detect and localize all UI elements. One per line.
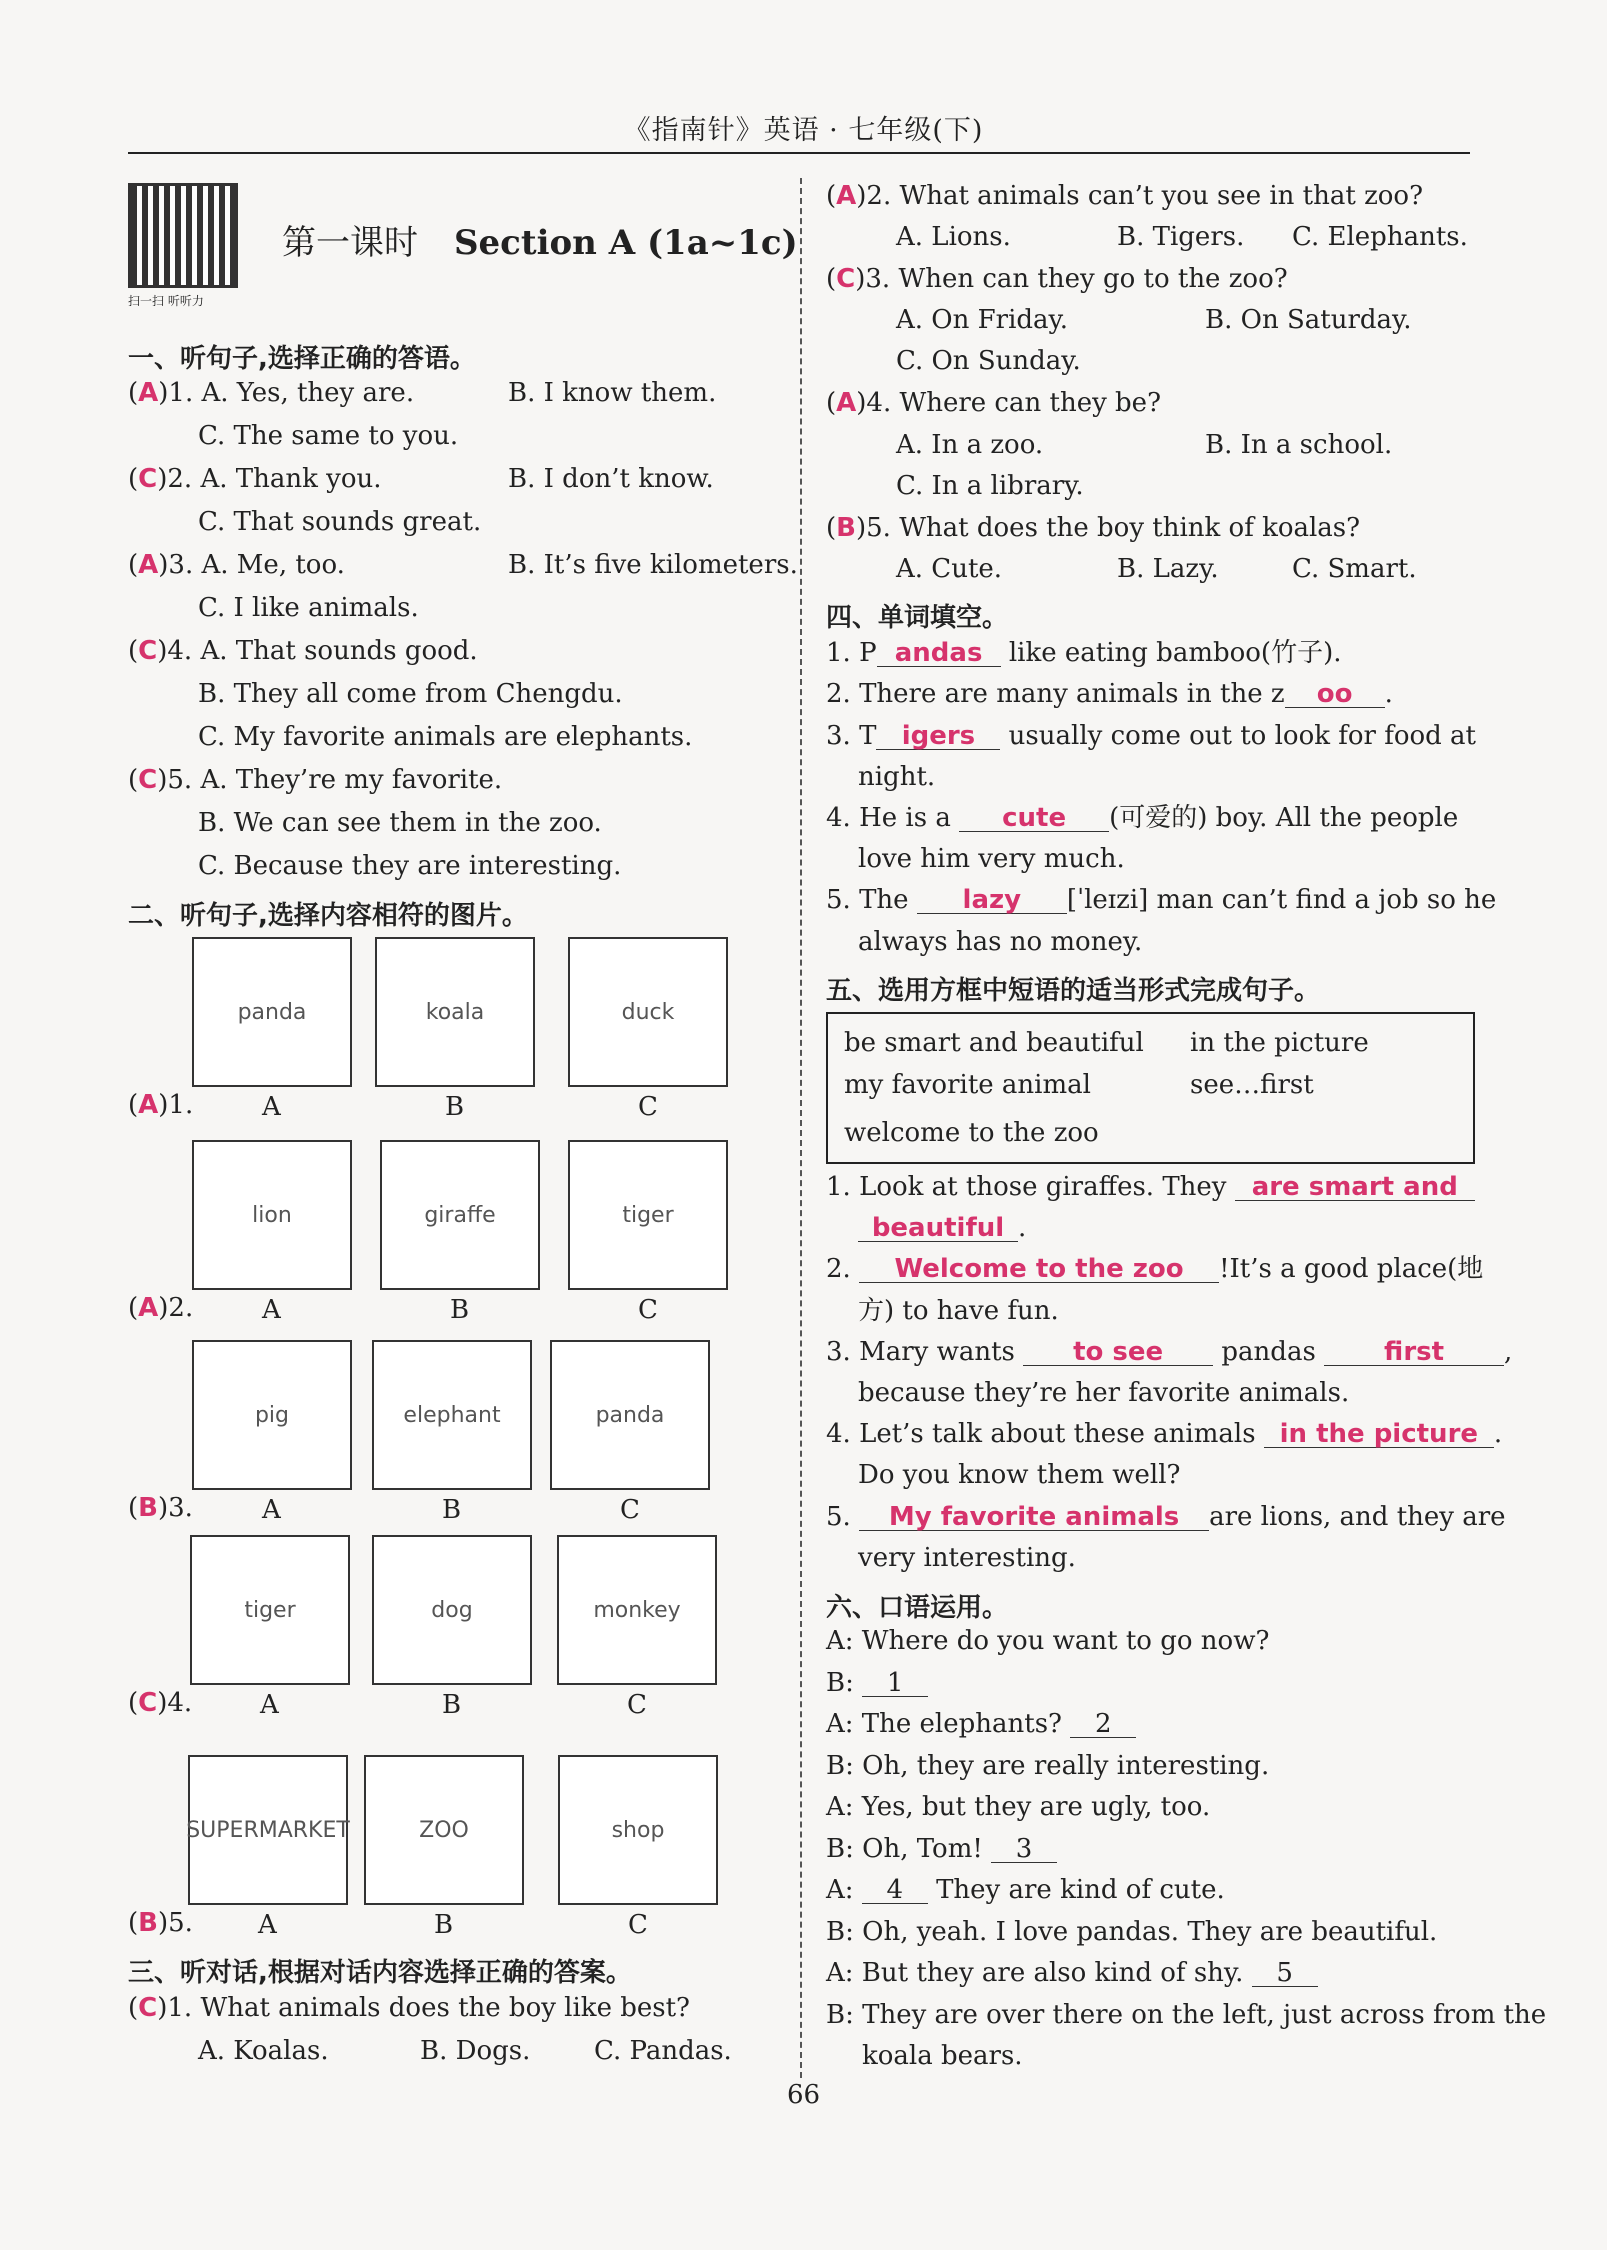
bound-text: . (1384, 679, 1393, 709)
bound-text: , (1504, 1337, 1513, 1367)
bound-text: A. They’re my favorite. (200, 765, 503, 795)
bound-text: A. Koalas. (198, 2036, 329, 2066)
s1-question: (C)4. A. That sounds good. (128, 636, 478, 666)
bound-text: B. Dogs. (420, 2036, 531, 2066)
bound-text: A: The elephants? (826, 1709, 1071, 1739)
bound-text: 二、听句子,选择内容相符的图片。 (128, 901, 528, 931)
bound-text: A. On Friday. (896, 305, 1069, 335)
answer-letter: C (138, 1688, 158, 1718)
s1-option (198, 681, 623, 707)
bound-text: B: They are over there on the left, just across from the (826, 1999, 1547, 2030)
bound-text: C. On Sunday. (896, 346, 1081, 376)
bound-text: B: Oh, they are really interesting. (826, 1750, 1270, 1781)
bound-text: always has no money. (858, 927, 1143, 957)
bound-text: B. Tigers. (1117, 222, 1245, 252)
answer-letter: B (138, 1908, 158, 1938)
bound-text: B: Oh, Tom! (826, 1833, 992, 1864)
section-title-4 (826, 597, 1008, 634)
s2-answer: (C)4. (128, 1688, 193, 1718)
picture-elephant-icon[interactable] (372, 1340, 532, 1490)
s5-item (858, 1298, 1059, 1324)
s4-item (826, 887, 1496, 914)
s3-question: (A)4. Where can they be? (826, 388, 1162, 418)
answer-blank[interactable]: cute (959, 805, 1109, 832)
s1-question: (A)1. A. Yes, they are. (128, 378, 415, 408)
header-rule (128, 152, 1470, 154)
bound-text: A: Yes, but they are ugly, too. (826, 1792, 1211, 1822)
pic-label (628, 1910, 648, 1940)
bound-text: )1. (158, 1090, 194, 1120)
bound-text: )4. (157, 1688, 193, 1718)
bound-text: very interesting. (858, 1543, 1076, 1573)
phrase: welcome to the zoo (844, 1118, 1099, 1148)
bound-text: Where can they be? (899, 388, 1162, 418)
dialog-line (826, 1711, 1136, 1738)
answer-blank[interactable]: in the picture (1264, 1421, 1494, 1448)
dialog-line (826, 1999, 1547, 2030)
s1-question: (C)2. A. Thank you. (128, 464, 382, 494)
bound-text: )2. (157, 464, 193, 494)
answer-letter: A (138, 378, 159, 408)
bound-text: )2. (158, 1293, 194, 1323)
bound-text: !It’s a good place(地 (1219, 1254, 1484, 1284)
answer-blank[interactable]: igers (876, 723, 1000, 750)
s3-question: (A)2. What animals can’t you see in that zoo? (826, 181, 1424, 211)
s3-option (896, 473, 1084, 499)
answer-letter: B (138, 1493, 158, 1523)
bound-text: C. Smart. (1292, 554, 1417, 584)
answer-letter: C (138, 1993, 158, 2023)
dialog-line (826, 1794, 1210, 1820)
answer-letter: A (836, 181, 857, 211)
phrase: see…first (1190, 1070, 1314, 1100)
bound-text: What animals does the boy like best? (200, 1993, 690, 2023)
pic-label (627, 1690, 647, 1720)
bound-text: )5. (855, 513, 891, 543)
pic-caption: pig (254, 1402, 290, 1428)
pic-label (262, 1295, 281, 1325)
bound-text: C. My favorite animals are elephants. (198, 722, 693, 752)
bound-text: 2. There are many animals in the z (826, 679, 1285, 709)
bound-text: A (258, 1910, 277, 1940)
section-title-2 (128, 895, 528, 932)
s4-continuation (858, 764, 935, 790)
answer-letter: A (836, 388, 857, 418)
dialog-blank[interactable]: 3 (991, 1836, 1057, 1863)
answer-blank[interactable]: first (1324, 1339, 1504, 1366)
s3-option (896, 556, 1002, 582)
bound-text: A (260, 1690, 279, 1720)
pic-caption: duck (621, 999, 675, 1025)
bound-text: B (442, 1690, 462, 1720)
s3-question: (B)5. What does the boy think of koalas? (826, 513, 1361, 543)
qr-code-icon[interactable] (128, 183, 238, 288)
bound-text: B. I know them. (508, 378, 717, 408)
picture-pig-icon[interactable] (192, 1340, 352, 1490)
bound-text: B. They all come from Chengdu. (198, 679, 623, 709)
pic-label (260, 1690, 279, 1720)
bound-text: )5. (157, 765, 193, 795)
phrase: my favorite animal (844, 1070, 1091, 1100)
s2-answer: (B)5. (128, 1908, 193, 1938)
page-number: 66 (786, 2080, 821, 2110)
pic-caption: elephant (403, 1402, 501, 1428)
answer-letter: C (138, 636, 158, 666)
section-title-3 (128, 1952, 632, 1989)
dialog-blank[interactable]: 4 (862, 1877, 928, 1904)
bound-text: because they’re her favorite animals. (858, 1378, 1350, 1408)
bound-text: 六、口语运用。 (826, 1593, 1009, 1623)
section-title-6 (826, 1587, 1008, 1624)
dialog-line (826, 1916, 1438, 1947)
s1-option (198, 595, 419, 621)
s5-item (826, 1174, 1475, 1201)
dialog-line (862, 2043, 1023, 2069)
bound-text: )3. (158, 550, 194, 580)
bound-text: love him very much. (858, 844, 1125, 874)
bound-text: C (638, 1295, 658, 1325)
s1-option (508, 552, 798, 578)
bound-text: 三、听对话,根据对话内容选择正确的答案。 (128, 1958, 632, 1988)
s4-item (826, 723, 1476, 750)
s4-continuation (858, 846, 1125, 872)
pic-caption: dog (431, 1597, 473, 1623)
picture-dog-icon[interactable] (372, 1535, 532, 1685)
pic-caption: koala (425, 999, 485, 1025)
section-title-5 (826, 970, 1320, 1007)
qr-caption: 扫一扫 听听力 (128, 294, 204, 308)
bound-text: B. I don’t know. (508, 464, 714, 494)
bound-text: A. That sounds good. (200, 636, 478, 666)
picture-giraffe-icon[interactable] (380, 1140, 540, 1290)
pic-label (258, 1910, 277, 1940)
pic-caption: panda (237, 999, 307, 1025)
picture-tiger-icon[interactable] (190, 1535, 350, 1685)
bound-text: 4. He is a (826, 803, 960, 833)
s5-item (858, 1462, 1181, 1488)
bound-text: A. Me, too. (201, 550, 345, 580)
s3-option (896, 224, 1011, 250)
bound-text: C. Elephants. (1292, 222, 1468, 252)
s3-option (420, 2038, 530, 2064)
pic-caption: giraffe (424, 1202, 496, 1228)
s1-option (198, 724, 692, 750)
dialog-blank[interactable]: 5 (1252, 1960, 1318, 1987)
picture-ZOO-icon[interactable] (364, 1755, 524, 1905)
bound-text: A. Cute. (896, 554, 1003, 584)
bound-text: usually come out to look for food at (1000, 721, 1477, 751)
picture-monkey-icon[interactable] (557, 1535, 717, 1685)
s3-option (896, 307, 1068, 333)
picture-koala-icon[interactable] (375, 937, 535, 1087)
bound-text: 四、单词填空。 (826, 603, 1009, 633)
s3-option (1292, 556, 1417, 582)
pic-caption: SUPERMARKET (186, 1817, 350, 1843)
bound-text: B (450, 1295, 470, 1325)
s1-question: (A)3. A. Me, too. (128, 550, 345, 580)
answer-letter: A (138, 1090, 159, 1120)
bound-text: A. In a zoo. (896, 430, 1044, 460)
answer-blank[interactable]: oo (1285, 681, 1385, 708)
s3-option (1117, 224, 1244, 250)
s3-option (198, 2038, 329, 2064)
s2-answer: (B)3. (128, 1493, 193, 1523)
bound-text: [ˈleɪzi] man can’t find a job so he (1066, 885, 1497, 915)
bound-text: 5. The (826, 885, 917, 915)
pic-label (445, 1092, 464, 1122)
bound-text: C. The same to you. (198, 421, 459, 451)
bound-text: )1. (158, 378, 194, 408)
dialog-line (826, 1750, 1270, 1781)
dialog-line (826, 1877, 1225, 1904)
answer-blank[interactable]: are smart and (1235, 1174, 1475, 1201)
section-title-1 (128, 338, 476, 375)
bound-text: (可爱的) boy. All the people (1109, 803, 1459, 833)
bound-text: . (1493, 1419, 1503, 1449)
bound-text: C. Because they are interesting. (198, 851, 622, 881)
pic-label (442, 1495, 461, 1525)
bound-text: )2. (856, 181, 892, 211)
dialog-line (826, 1833, 1057, 1864)
bound-text: 一、听句子,选择正确的答语。 (128, 344, 476, 374)
bound-text: 1. Look at those giraffes. They (826, 1172, 1235, 1202)
s5-item (826, 1504, 1506, 1531)
picture-duck-icon[interactable] (568, 937, 728, 1087)
s1-question: (C)5. A. They’re my favorite. (128, 765, 503, 795)
bound-text: C (620, 1495, 640, 1525)
bound-text: B (445, 1092, 465, 1122)
bound-text: )1. (157, 1993, 193, 2023)
lesson-en: Section A (1a~1c) (454, 223, 798, 263)
bound-text: 1. P (826, 638, 877, 668)
pic-caption: shop (611, 1817, 665, 1843)
picture-tiger-icon[interactable] (568, 1140, 728, 1290)
bound-text: B: (826, 1667, 863, 1698)
pic-label (620, 1495, 640, 1525)
s1-option (198, 810, 602, 836)
pic-label (442, 1690, 461, 1720)
dialog-blank[interactable]: 2 (1070, 1711, 1136, 1738)
bound-text: C. Pandas. (594, 2036, 732, 2066)
bound-text: )4. (856, 388, 892, 418)
bound-text: C (627, 1690, 647, 1720)
bound-text: B. In a school. (1205, 430, 1393, 460)
bound-text: C. That sounds great. (198, 507, 482, 537)
s3-option (1205, 307, 1412, 333)
bound-text: 五、选用方框中短语的适当形式完成句子。 (826, 976, 1321, 1006)
running-header: 《指南针》英语 · 七年级(下) (623, 115, 984, 146)
bound-text: )3. (157, 1493, 193, 1523)
bound-text: pandas (1213, 1337, 1325, 1367)
dialog-line (826, 1667, 928, 1698)
s2-answer: (A)2. (128, 1293, 194, 1323)
bound-text: A: But they are also kind of shy. (826, 1958, 1252, 1988)
bound-text: What animals can’t you see in that zoo? (899, 181, 1424, 211)
answer-blank[interactable]: lazy (917, 887, 1067, 914)
bound-text: A. Yes, they are. (201, 378, 415, 408)
dialog-line (826, 1628, 1269, 1654)
bound-text: A: (826, 1875, 862, 1905)
s5-item (826, 1256, 1483, 1283)
bound-text: A (262, 1295, 281, 1325)
answer-letter: C (138, 765, 158, 795)
s1-option (508, 380, 716, 406)
s5-item (858, 1380, 1349, 1406)
bound-text: are lions, and they are (1209, 1502, 1506, 1532)
s1-option (508, 466, 714, 492)
bound-text: )5. (157, 1908, 193, 1938)
s5-item (826, 1339, 1512, 1366)
answer-blank[interactable]: andas (877, 640, 1001, 667)
bound-text: B (434, 1910, 454, 1940)
bound-text: like eating bamboo(竹子). (1000, 638, 1342, 668)
bound-text: 2. (826, 1254, 860, 1284)
bound-text: What does the boy think of koalas? (899, 513, 1361, 543)
column-divider (800, 178, 802, 2078)
pic-label (434, 1910, 453, 1940)
s4-item (826, 640, 1342, 667)
bound-text: )3. (855, 264, 891, 294)
s5-item (858, 1545, 1076, 1571)
bound-text: Do you know them well? (858, 1460, 1181, 1490)
pic-label (638, 1295, 658, 1325)
pic-label (262, 1092, 281, 1122)
s4-continuation (858, 929, 1142, 955)
bound-text: B. On Saturday. (1205, 305, 1412, 335)
bound-text: 4. Let’s talk about these animals (826, 1419, 1264, 1449)
bound-text: A (262, 1092, 281, 1122)
s5-item: beautiful . (858, 1215, 1026, 1242)
s1-option (198, 853, 621, 879)
answer-blank[interactable]: beautiful (858, 1215, 1018, 1242)
pic-caption: tiger (622, 1202, 674, 1228)
answer-letter: B (836, 513, 856, 543)
s1-option (198, 423, 458, 449)
bound-text: A (262, 1495, 281, 1525)
bound-text: A: Where do you want to go now? (826, 1626, 1270, 1656)
answer-letter: C (138, 464, 158, 494)
s3-question: (C)1. What animals does the boy like best? (128, 1993, 690, 2023)
bound-text: 3. Mary wants (826, 1337, 1024, 1367)
bound-text: C (638, 1092, 658, 1122)
bound-text: B. Lazy. (1117, 554, 1219, 584)
bound-text: A. Lions. (896, 222, 1011, 252)
bound-text: They are kind of cute. (927, 1875, 1225, 1905)
s5-item (826, 1421, 1502, 1448)
s3-option (1205, 432, 1392, 458)
s3-question: (C)3. When can they go to the zoo? (826, 264, 1288, 294)
lesson-title (282, 215, 798, 264)
lesson-cn: 第一课时 (282, 223, 418, 263)
dialog-line (826, 1960, 1318, 1987)
s3-option (1117, 556, 1219, 582)
phrase: in the picture (1190, 1028, 1369, 1058)
pic-label (450, 1295, 469, 1325)
bound-text: 3. T (826, 721, 877, 751)
bound-text: 方) to have fun. (858, 1296, 1059, 1326)
s4-item (826, 805, 1458, 832)
bound-text: B: Oh, yeah. I love pandas. They are beautiful. (826, 1916, 1438, 1947)
answer-letter: A (138, 550, 159, 580)
s3-option (896, 432, 1043, 458)
phrase: be smart and beautiful (844, 1028, 1144, 1058)
s4-item (826, 681, 1393, 708)
pic-caption: tiger (244, 1597, 296, 1623)
picture-panda-icon[interactable] (192, 937, 352, 1087)
picture-panda-icon[interactable] (550, 1340, 710, 1490)
bound-text: night. (858, 762, 936, 792)
answer-blank[interactable]: Welcome to the zoo (859, 1256, 1219, 1283)
answer-blank[interactable]: to see (1023, 1339, 1213, 1366)
picture-SUPERMARKET-icon[interactable] (188, 1755, 348, 1905)
dialog-blank[interactable]: 1 (862, 1670, 928, 1697)
bound-text: koala bears. (862, 2041, 1023, 2071)
bound-text: C (628, 1910, 648, 1940)
bound-text: C. In a library. (896, 471, 1084, 501)
bound-text: B. We can see them in the zoo. (198, 808, 602, 838)
s2-answer: (A)1. (128, 1090, 194, 1120)
pic-label (638, 1092, 658, 1122)
picture-shop-icon[interactable] (558, 1755, 718, 1905)
phrase-box (826, 1012, 1475, 1164)
answer-letter: C (836, 264, 856, 294)
bound-text: B. It’s five kilometers. (508, 550, 798, 580)
pic-caption: panda (595, 1402, 665, 1428)
bound-text: B (442, 1495, 462, 1525)
pic-caption: monkey (593, 1597, 681, 1623)
answer-blank[interactable]: My favorite animals (859, 1504, 1209, 1531)
answer-letter: A (138, 1293, 159, 1323)
s3-option (896, 348, 1081, 374)
bound-text: A. Thank you. (200, 464, 382, 494)
bound-text: When can they go to the zoo? (898, 264, 1288, 294)
s3-option (1292, 224, 1468, 250)
pic-caption: ZOO (419, 1817, 469, 1843)
bound-text: 5. (826, 1502, 860, 1532)
pic-label (262, 1495, 281, 1525)
s1-option (198, 509, 481, 535)
picture-lion-icon[interactable] (192, 1140, 352, 1290)
s3-option (594, 2038, 732, 2064)
pic-caption: lion (252, 1202, 292, 1228)
bound-text: C. I like animals. (198, 593, 419, 623)
bound-text: )4. (157, 636, 193, 666)
